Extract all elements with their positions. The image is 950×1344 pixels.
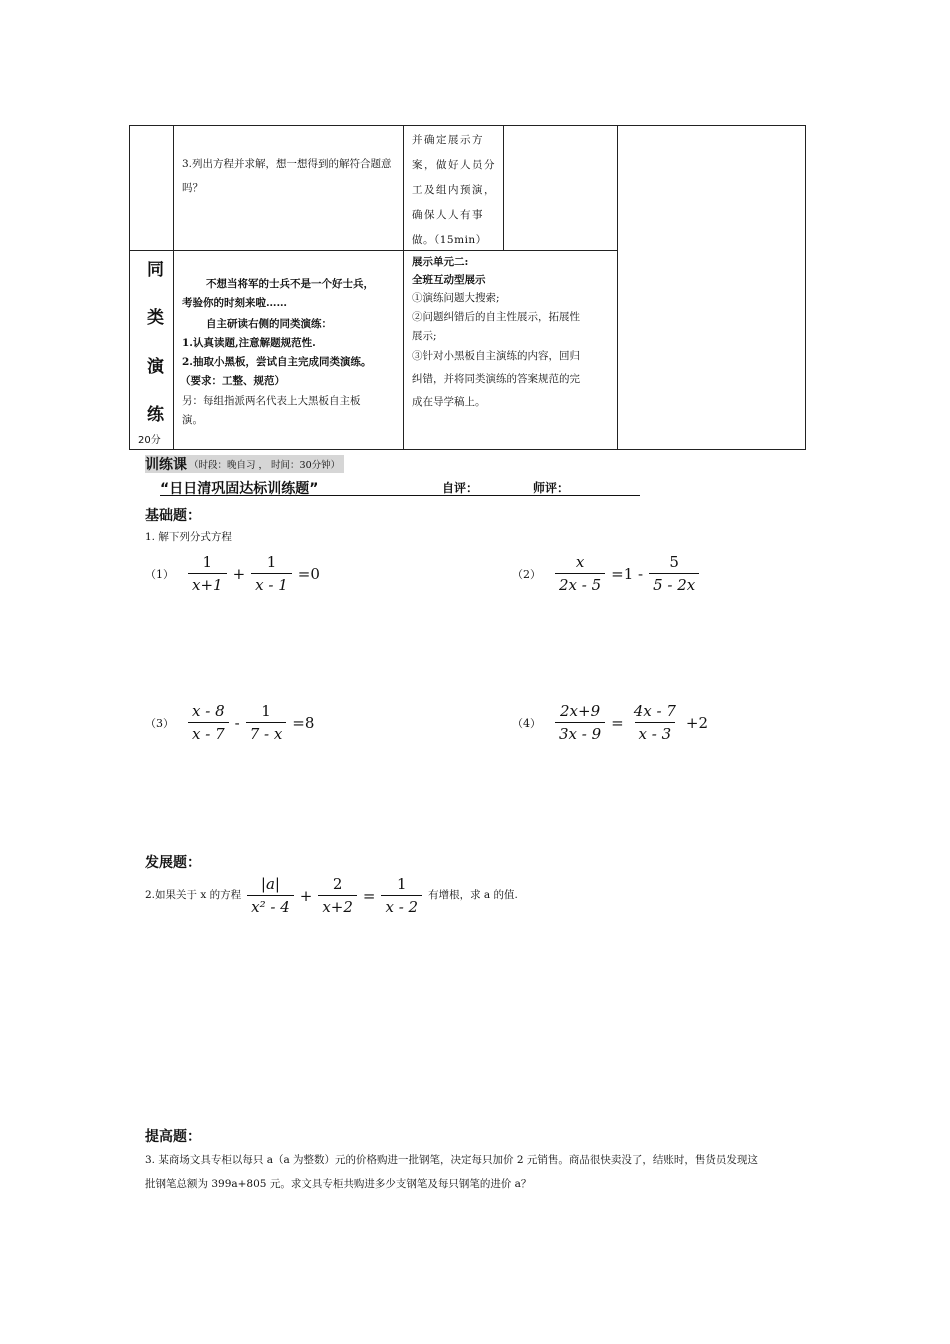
label-char: 同 [147,260,164,280]
content-line: 不想当将军的士兵不是一个好士兵， [206,278,374,290]
rhs: =0 [297,564,320,583]
fraction [318,875,357,916]
numerator: 2 [332,875,343,893]
numerator: 1 [202,553,213,571]
denominator: x+2 [318,895,357,916]
improve-heading: 提高题： [145,1129,201,1145]
table-cell-r1-show [403,125,504,251]
equation-4 [512,702,712,743]
numerator: 1 [397,875,407,893]
operator: =1 - [611,564,644,583]
numerator: 2x+9 [560,702,601,720]
operator: = [362,886,376,905]
show-line: 做。（15min） [412,234,487,246]
fraction [188,553,227,594]
show-lines [412,128,502,253]
denominator: 7 - x [246,722,287,743]
develop-prefix: 2.如果关于 x 的方程 [145,889,242,901]
content-line: （要求：工整、规范） [180,375,285,387]
fraction [381,875,422,916]
show-item: ③针对小黑板自主演练的内容，回归 [412,350,580,362]
show-title: 展示单元二: [412,256,469,268]
equation-3 [145,702,318,743]
improve-line-2: 批钢笔总额为 399a+805 元。求文具专柜共购进多少支钢笔及每只钢笔的进价 a？ [145,1178,532,1190]
show-item: 展示; [412,330,437,342]
self-eval: 自评： [442,481,479,495]
rhs: =8 [292,713,315,732]
numerator: x [575,553,585,571]
label-char: 演 [147,357,164,377]
fraction [247,875,294,916]
table-cell-r1-label [129,125,174,251]
denominator: x - 3 [635,722,676,743]
denominator: 2x - 5 [555,573,605,594]
eq-label: （3） [145,716,174,730]
numerator: 4x - 7 [633,702,676,720]
show-item: 成在导学稿上。 [412,396,486,408]
operator: = [611,713,624,732]
numerator: 1 [266,553,277,571]
table-cell-r2-label [129,250,174,450]
training-title-row [145,455,344,473]
numerator: 1 [261,702,271,720]
content-line: 另：每组指派两名代表上大黑板自主板 [182,395,361,407]
denominator: x - 7 [188,722,229,743]
fraction [630,702,680,743]
table-cell-r1-task [173,125,404,251]
operator: - [234,713,240,732]
denominator: x - 1 [251,573,292,594]
content-line: 自主研读右侧的同类演练： [206,318,332,330]
show-line: 确保人人有事 [412,209,484,221]
develop-question [145,875,518,916]
fraction [188,702,229,743]
improve-line-1: 3. 某商场文具专柜以每只 a（a 为整数）元的价格购进一批钢笔，决定每只加价 2 元销售。商品很快卖没了，结账时，售货员发现这 [145,1154,758,1166]
task-text: 3.列出方程并求解，想一想得到的解符合题意吗？ [182,158,392,194]
table-cell-side [617,125,806,450]
numerator: 5 [669,553,679,571]
content-line: 2.抽取小黑板，尝试自主完成同类演练。 [182,356,372,368]
eq-label: （2） [512,567,541,581]
table-cell-r2-content [173,250,404,450]
denominator: x² - 4 [247,895,294,916]
training-title: 训练课 [145,457,187,473]
fraction [649,553,699,594]
fraction [251,553,292,594]
equation-1 [145,553,324,594]
fraction [555,553,605,594]
denominator: 5 - 2x [649,573,699,594]
denominator: x - 2 [381,895,422,916]
table-cell-r1-empty [503,125,618,251]
training-subtitle: “日日清巩固达标训练题” [160,481,319,497]
table-cell-r2-show [403,250,618,450]
show-subtitle: 全班互动型展示 [412,274,486,286]
teacher-eval: 师评： [533,481,570,495]
equation-2 [512,553,701,594]
operator: + [232,564,246,583]
rhs: +2 [685,713,709,732]
show-line: 工及组内预演， [412,184,496,196]
label-time: 20分 [138,435,161,446]
denominator: 3x - 9 [555,722,605,743]
fraction [246,702,287,743]
training-note: （时段：晚自习 ， 时间：30分钟） [189,460,341,471]
numerator: x - 8 [192,702,225,720]
show-item: ①演练问题大搜索; [412,292,500,304]
show-item: 纠错，并将同类演练的答案规范的完 [412,373,580,385]
numerator: |a| [260,875,280,893]
content-line: 考验你的时刻来啦…… [182,297,287,309]
label-char: 类 [147,308,164,328]
basic-q1: 1. 解下列分式方程 [145,531,232,543]
show-line: 案，做好人员分 [412,159,496,171]
show-line: 并确定展示方 [412,134,484,146]
training-subtitle-row [160,478,640,496]
eq-label: （1） [145,567,174,581]
content-line: 1.认真读题,注意解题规范性. [182,337,316,349]
denominator: x+1 [188,573,227,594]
develop-suffix: 有增根，求 a 的值. [428,889,518,901]
eq-label: （4） [512,716,541,730]
basic-heading: 基础题： [145,508,201,524]
show-item: ②问题纠错后的自主性展示，拓展性 [412,311,580,323]
develop-heading: 发展题： [145,855,201,871]
content-line: 演。 [182,414,203,426]
label-char: 练 [147,405,164,425]
fraction [555,702,605,743]
operator: + [299,886,313,905]
